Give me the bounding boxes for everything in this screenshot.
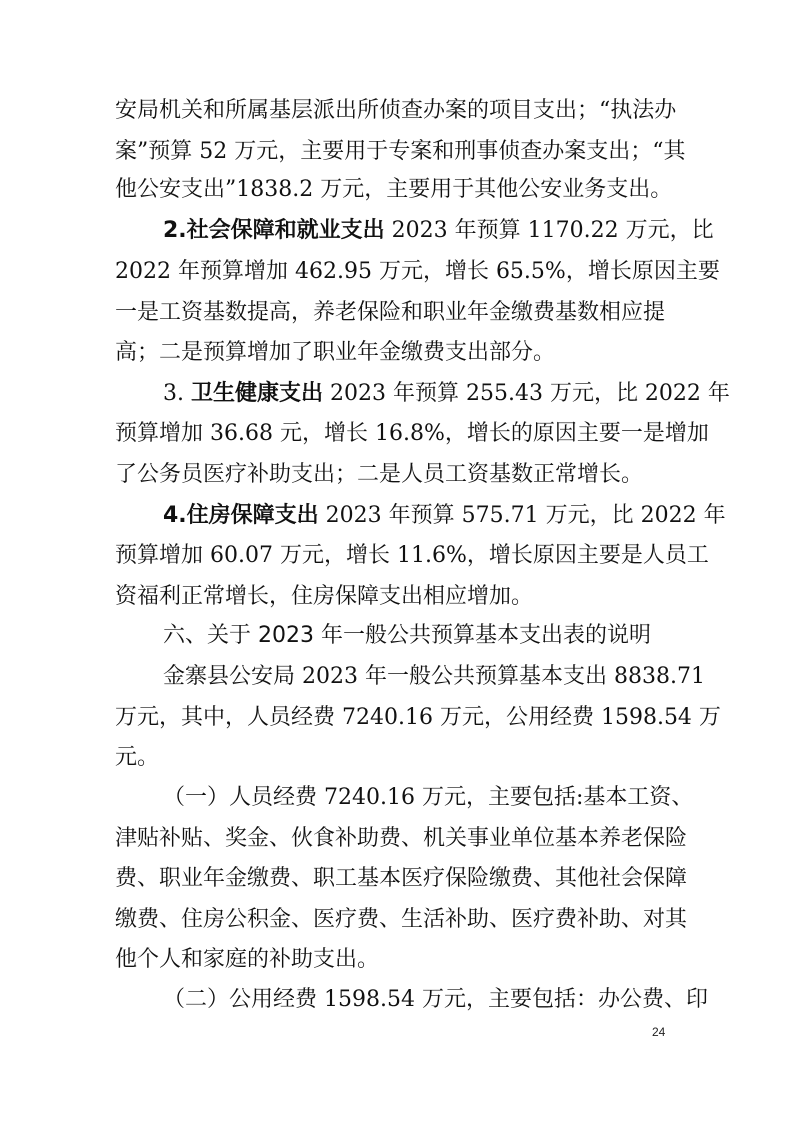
item-3-number: 3. — [163, 381, 191, 406]
paragraph-line: 2022 年预算增加 462.95 万元，增长 65.5%，增长原因主要 — [115, 259, 720, 284]
paragraph-line: 案”预算 52 万元，主要用于专案和刑事侦查办案支出；“其 — [115, 139, 686, 164]
paragraph-line: 津贴补贴、奖金、伙食补助费、机关事业单位基本养老保险 — [115, 826, 688, 851]
paragraph-line: 金寨县公安局 2023 年一般公共预算基本支出 8838.71 — [163, 664, 705, 689]
paragraph-line: 他个人和家庭的补助支出。 — [115, 947, 380, 972]
paragraph-line: 高；二是预算增加了职业年金缴费支出部分。 — [115, 340, 556, 365]
paragraph-line: 万元，其中，人员经费 7240.16 万元，公用经费 1598.54 万 — [115, 705, 721, 730]
paragraph-line: 安局机关和所属基层派出所侦查办案的项目支出；“执法办 — [115, 98, 677, 123]
item-2-title: 2.社会保障和就业支出 — [163, 218, 385, 243]
paragraph-line: 一是工资基数提高，养老保险和职业年金缴费基数相应提 — [115, 300, 666, 325]
item-3-title: 卫生健康支出 — [190, 381, 323, 406]
paragraph-line: 资福利正常增长，住房保障支出相应增加。 — [115, 584, 534, 609]
paragraph-line: 元。 — [115, 745, 160, 770]
item-3-first-line — [163, 379, 730, 409]
item-2-first-line — [163, 216, 714, 246]
paragraph-line: （二）公用经费 1598.54 万元，主要包括：办公费、印 — [163, 987, 708, 1012]
paragraph-line: 预算增加 60.07 万元，增长 11.6%，增长原因主要是人员工 — [115, 543, 709, 568]
paragraph-line: 他公安支出”1838.2 万元，主要用于其他公安业务支出。 — [115, 177, 673, 202]
item-3-text: 2023 年预算 255.43 万元，比 2022 年 — [323, 381, 730, 406]
paragraph-line: 缴费、住房公积金、医疗费、生活补助、医疗费补助、对其 — [115, 907, 688, 932]
item-4-text: 2023 年预算 575.71 万元，比 2022 年 — [318, 503, 726, 528]
page-number: 24 — [652, 1025, 666, 1039]
item-2-text: 2023 年预算 1170.22 万元，比 — [384, 218, 714, 243]
paragraph-line: 了公务员医疗补助支出；二是人员工资基数正常增长。 — [115, 462, 644, 487]
paragraph-line: 预算增加 36.68 元，增长 16.8%，增长的原因主要一是增加 — [115, 421, 709, 446]
section-6-heading: 六、关于 2023 年一般公共预算基本支出表的说明 — [163, 623, 651, 648]
paragraph-line: 费、职业年金缴费、职工基本医疗保险缴费、其他社会保障 — [115, 866, 688, 891]
item-4-title: 4.住房保障支出 — [163, 503, 319, 528]
item-4-first-line — [163, 501, 726, 531]
paragraph-line: （一）人员经费 7240.16 万元，主要包括:基本工资、 — [163, 785, 694, 810]
